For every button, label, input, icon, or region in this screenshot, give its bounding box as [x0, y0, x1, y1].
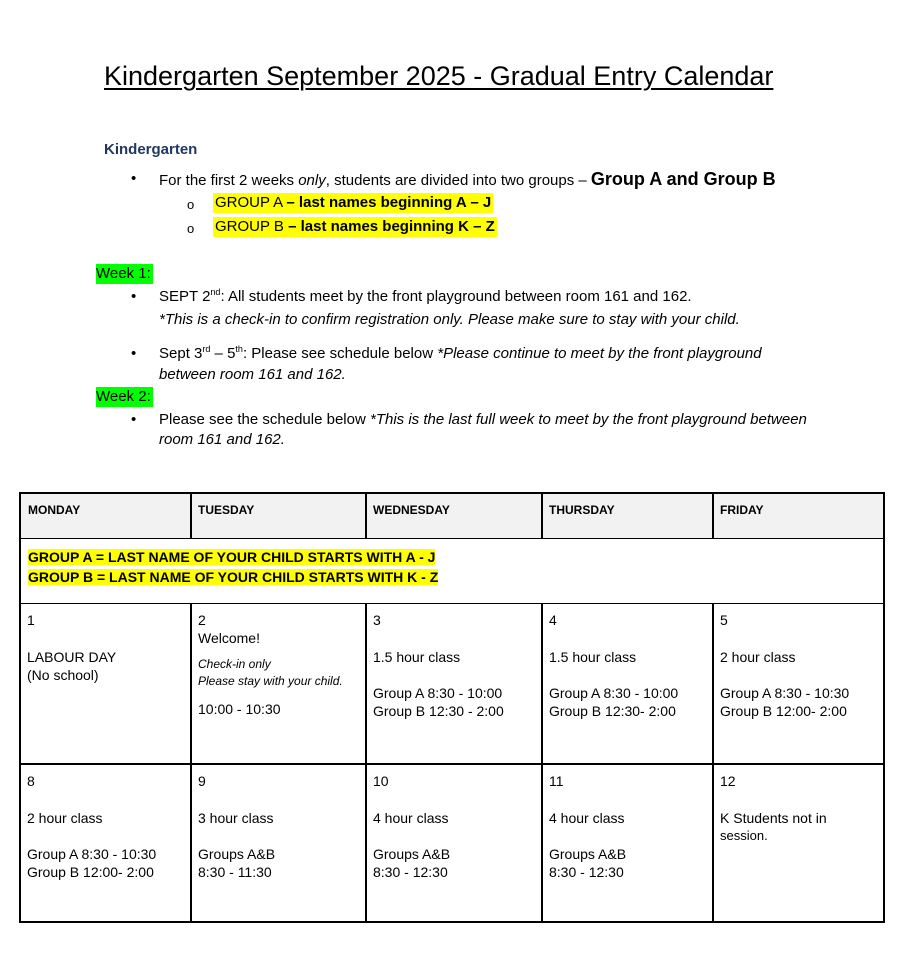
- circle-bullet-icon: o: [187, 197, 195, 212]
- group-legend-row: [21, 539, 883, 604]
- header-tuesday: TUESDAY: [198, 503, 255, 517]
- group-a-legend: GROUP A = LAST NAME OF YOUR CHILD STARTS WITH A - J: [28, 549, 436, 565]
- day-cell-1: 1 LABOUR DAY (No school): [27, 612, 117, 683]
- day-cell-5: 5 2 hour class Group A 8:30 - 10:30 Group B 12:00- 2:00: [720, 612, 850, 719]
- group-a-line: GROUP A – last names beginning A – J: [215, 194, 492, 211]
- gradual-entry-calendar: [19, 492, 885, 923]
- week2-item-note: room 161 and 162.: [159, 431, 285, 448]
- header-friday: FRIDAY: [720, 503, 764, 517]
- header-monday: MONDAY: [28, 503, 81, 517]
- groups-emphasis: Group A and Group B: [590, 169, 776, 189]
- circle-bullet-icon: o: [187, 221, 195, 236]
- week1-heading: Week 1:: [96, 265, 151, 282]
- section-heading: Kindergarten: [104, 141, 198, 158]
- week2-heading: Week 2:: [96, 388, 151, 405]
- calendar-header-row: [21, 494, 883, 539]
- day-cell-12: 12 K Students not in session.: [720, 773, 827, 843]
- group-b-legend: GROUP B = LAST NAME OF YOUR CHILD STARTS WITH K - Z: [28, 569, 439, 585]
- day-cell-10: 10 4 hour class Groups A&B 8:30 - 12:30: [373, 773, 451, 880]
- week2-item: Please see the schedule below *This is the last full week to meet by the front playground between: [159, 411, 807, 428]
- bullet-icon: •: [131, 170, 137, 187]
- week1-item2-note: between room 161 and 162.: [159, 366, 346, 383]
- group-b-line: GROUP B – last names beginning K – Z: [215, 218, 495, 235]
- day-cell-8: 8 2 hour class Group A 8:30 - 10:30 Group B 12:00- 2:00: [27, 773, 157, 880]
- page-title: Kindergarten September 2025 - Gradual Entry Calendar: [104, 61, 774, 91]
- day-cell-3: 3 1.5 hour class Group A 8:30 - 10:00 Group B 12:30 - 2:00: [373, 612, 504, 719]
- intro-line: For the first 2 weeks only, students are divided into two groups – Group A and Group B: [159, 169, 776, 189]
- bullet-icon: •: [131, 288, 137, 305]
- day-cell-2: 2 Welcome! Check-in only Please stay with your child. 10:00 - 10:30: [198, 612, 343, 717]
- week1-item2: Sept 3rd – 5th: Please see schedule below *Please continue to meet by the front playground: [159, 344, 762, 362]
- header-wednesday: WEDNESDAY: [373, 503, 450, 517]
- week1-item1: SEPT 2nd: All students meet by the front playground between room 161 and 162.: [159, 287, 692, 305]
- header-thursday: THURSDAY: [549, 503, 615, 517]
- day-cell-9: 9 3 hour class Groups A&B 8:30 - 11:30: [198, 773, 276, 880]
- day-cell-11: 11 4 hour class Groups A&B 8:30 - 12:30: [549, 773, 627, 880]
- week1-item1-note: *This is a check-in to confirm registration only. Please make sure to stay with your child.: [159, 311, 740, 328]
- bullet-icon: •: [131, 411, 137, 428]
- day-cell-4: 4 1.5 hour class Group A 8:30 - 10:00 Group B 12:30- 2:00: [549, 612, 679, 719]
- bullet-icon: •: [131, 345, 137, 362]
